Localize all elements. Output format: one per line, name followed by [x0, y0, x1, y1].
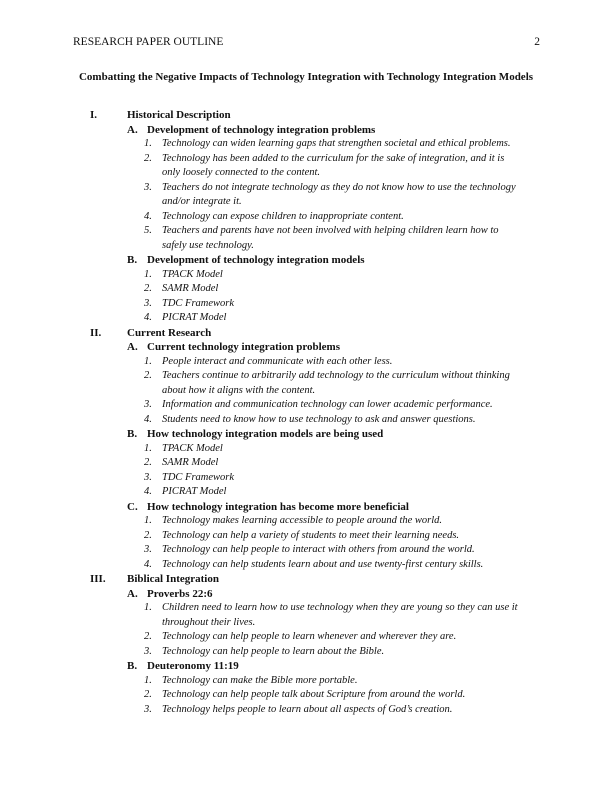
item-number: 4.: [144, 312, 152, 323]
outline-item: [0, 210, 612, 225]
outline-item: [0, 543, 612, 558]
subsection-letter: B.: [127, 660, 138, 672]
item-number: 3.: [144, 181, 152, 193]
subsection-heading: [0, 587, 612, 602]
subsection-heading: [0, 253, 612, 268]
item-number: 2.: [144, 457, 152, 468]
item-number: 1.: [144, 602, 152, 613]
item-text: TPACK Model: [162, 442, 223, 454]
section-heading: [0, 326, 612, 341]
running-header: [73, 36, 540, 48]
item-text: Technology has been added to the curriculum for the sake of integration, and it is only loosely connected to the content.: [162, 152, 505, 178]
item-text: Technology can make the Bible more portable.: [162, 674, 358, 686]
subsection-heading: [0, 123, 612, 138]
item-text: Information and communication technology can lower academic performance.: [162, 399, 493, 410]
item-number: 3.: [144, 297, 152, 309]
section-title: Historical Description: [127, 109, 231, 121]
subsection-heading: [0, 340, 612, 355]
subsection-title: How technology integration has become more beneficial: [147, 500, 409, 513]
item-number: 1.: [144, 355, 152, 367]
subsection-heading: [0, 500, 612, 515]
section-title: Biblical Integration: [127, 573, 219, 585]
item-number: 1.: [144, 138, 152, 149]
section-heading: [0, 572, 612, 587]
section-numeral: I.: [90, 109, 98, 121]
item-number: 2.: [144, 152, 152, 164]
subsection-letter: B.: [127, 428, 138, 440]
section-title: Current Research: [127, 326, 212, 339]
outline-item: [0, 355, 612, 370]
subsection-title: Current technology integration problems: [147, 341, 340, 353]
item-number: 1.: [144, 442, 152, 454]
item-number: 3.: [144, 471, 152, 483]
running-head: RESEARCH PAPER OUTLINE: [73, 36, 224, 48]
item-number: 2.: [144, 689, 152, 700]
item-number: 2.: [144, 631, 152, 642]
item-text: TDC Framework: [162, 297, 235, 309]
subsection-letter: A.: [127, 587, 138, 600]
item-number: 3.: [144, 645, 152, 657]
item-number: 4.: [144, 486, 152, 497]
section-numeral: III.: [90, 573, 106, 585]
item-number: 2.: [144, 529, 152, 541]
item-text: Teachers do not integrate technology as they do not know how to use the technology and/or integrate it.: [162, 181, 516, 207]
outline-item: [0, 369, 612, 398]
item-number: 2.: [144, 283, 152, 294]
subsection-title: Deuteronomy 11:19: [147, 660, 239, 672]
item-number: 5.: [144, 225, 152, 236]
item-number: 3.: [144, 544, 152, 555]
page-number: 2: [534, 36, 540, 48]
item-text: PICRAT Model: [162, 312, 227, 323]
item-text: PICRAT Model: [162, 486, 227, 497]
item-text: Technology can widen learning gaps that strengthen societal and ethical problems.: [162, 138, 511, 149]
item-text: Technology can help people talk about Scripture from around the world.: [162, 689, 466, 700]
item-text: Technology can help a variety of students to meet their learning needs.: [162, 529, 460, 541]
item-text: TPACK Model: [162, 268, 223, 280]
subsection-letter: C.: [127, 500, 138, 513]
item-number: 3.: [144, 703, 152, 715]
outline-item: [0, 688, 612, 703]
outline-item: [0, 398, 612, 413]
outline-item: [0, 311, 612, 326]
item-text: Teachers and parents have not been involved with helping children learn how to safely use technology.: [162, 225, 499, 251]
outline-item: [0, 282, 612, 297]
section-numeral: II.: [90, 326, 102, 339]
item-number: 3.: [144, 399, 152, 410]
subsection-heading: [0, 427, 612, 442]
outline-item: [0, 601, 612, 630]
item-text: People interact and communicate with each other less.: [162, 355, 393, 367]
subsection-title: Proverbs 22:6: [147, 587, 213, 600]
item-text: SAMR Model: [162, 457, 219, 468]
subsection-title: Development of technology integration models: [147, 254, 365, 266]
item-text: Technology can help people to interact with others from around the world.: [162, 544, 475, 555]
item-text: SAMR Model: [162, 283, 219, 294]
subsection-letter: A.: [127, 341, 138, 353]
item-text: Technology helps people to learn about all aspects of God’s creation.: [162, 703, 453, 715]
outline-item: [0, 297, 612, 312]
item-text: Technology makes learning accessible to people around the world.: [162, 515, 443, 526]
outline-item: [0, 471, 612, 486]
item-text: Teachers continue to arbitrarily add technology to the curriculum without thinking about how it aligns with the content.: [162, 370, 510, 396]
outline-item: [0, 529, 612, 544]
item-number: 4.: [144, 558, 152, 570]
item-number: 1.: [144, 674, 152, 686]
outline-item: [0, 442, 612, 457]
outline-item: [0, 456, 612, 471]
outline-item: [0, 514, 612, 529]
subsection-heading: [0, 659, 612, 674]
subsection-title: Development of technology integration problems: [147, 123, 376, 136]
item-text: Technology can help students learn about and use twenty-first century skills.: [162, 558, 484, 570]
item-text: Students need to know how to use technology to ask and answer questions.: [162, 413, 476, 425]
item-text: TDC Framework: [162, 471, 235, 483]
outline-item: [0, 413, 612, 428]
outline-item: [0, 630, 612, 645]
item-text: Technology can help people to learn whenever and wherever they are.: [162, 631, 457, 642]
outline-item: [0, 485, 612, 500]
outline-item: [0, 224, 612, 253]
outline-item: [0, 558, 612, 573]
outline-item: [0, 703, 612, 718]
item-text: Technology can help people to learn about the Bible.: [162, 645, 385, 657]
outline-item: [0, 152, 612, 181]
item-text: Children need to learn how to use technology when they are young so they can use it throughout their lives.: [162, 602, 518, 628]
section-heading: [0, 108, 612, 123]
subsection-letter: A.: [127, 123, 138, 136]
subsection-letter: B.: [127, 254, 138, 266]
item-text: Technology can expose children to inappropriate content.: [162, 210, 404, 222]
outline-item: [0, 181, 612, 210]
item-number: 1.: [144, 268, 152, 280]
outline-item: [0, 137, 612, 152]
paper-title: Combatting the Negative Impacts of Technology Integration with Technology Integration Models: [78, 71, 534, 83]
item-number: 4.: [144, 210, 152, 222]
item-number: 4.: [144, 413, 152, 425]
outline-item: [0, 268, 612, 283]
subsection-title: How technology integration models are being used: [147, 428, 384, 440]
item-number: 1.: [144, 515, 152, 526]
item-number: 2.: [144, 370, 152, 381]
outline-item: [0, 645, 612, 660]
outline-item: [0, 674, 612, 689]
outline: [0, 108, 612, 717]
